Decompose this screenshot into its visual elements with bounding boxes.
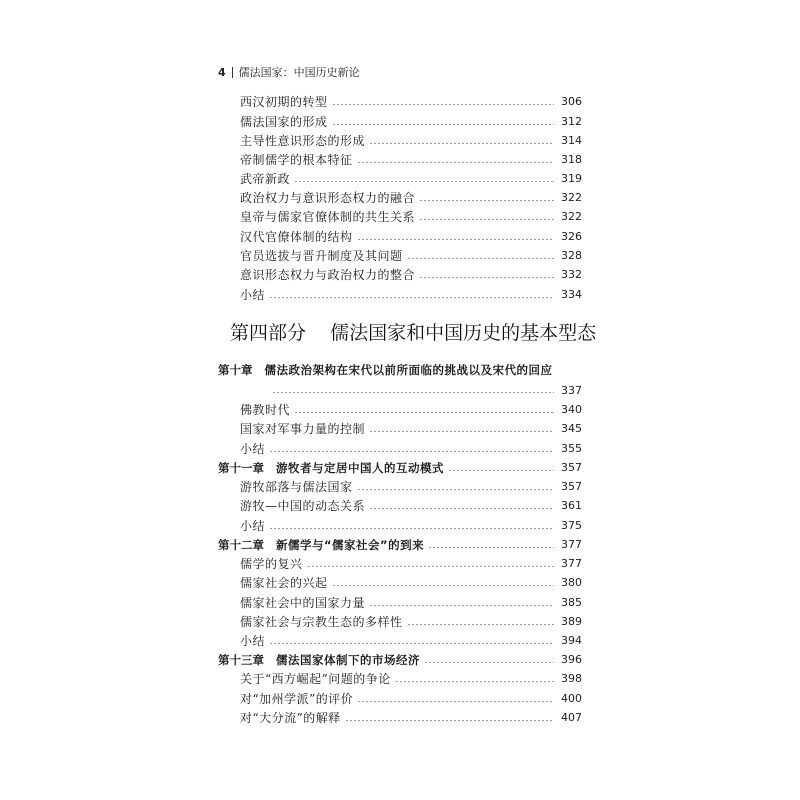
toc-title: 官员选拔与晋升制度及其问题 <box>240 249 403 263</box>
toc-title: 儒家社会的兴起 <box>240 576 328 590</box>
toc-title: 国家对军事力量的控制 <box>240 422 366 436</box>
toc-page: 306 <box>561 95 582 108</box>
part-heading <box>230 318 596 345</box>
part-number: 第四部分 <box>230 322 307 344</box>
toc-page: 328 <box>561 249 582 262</box>
toc-title: 游牧—中国的动态关系 <box>240 499 366 513</box>
toc-page: 357 <box>561 480 582 493</box>
toc-entry <box>240 207 582 227</box>
toc-entry <box>240 477 582 497</box>
toc-title: 主导性意识形态的形成 <box>240 134 366 148</box>
toc-entry <box>240 689 582 709</box>
leader-dots <box>294 412 554 413</box>
leader-dots <box>369 605 554 606</box>
toc-entry <box>240 496 582 516</box>
toc-page: 357 <box>561 461 582 474</box>
chapter-number: 第十二章 <box>218 538 264 552</box>
toc-entry <box>240 516 582 536</box>
leader-dots <box>419 277 554 278</box>
book-title: 儒法国家：中国历史新论 <box>238 66 360 79</box>
toc-page: 322 <box>561 210 582 223</box>
toc-entry <box>240 573 582 593</box>
toc-entry <box>240 227 582 247</box>
toc-title: 小结 <box>240 634 266 648</box>
leader-dots <box>407 258 554 259</box>
toc-page: 314 <box>561 134 582 147</box>
leader-dots <box>428 547 554 548</box>
toc-page: 319 <box>561 172 582 185</box>
toc-chapter-entry <box>218 535 582 555</box>
chapter-10-continuation <box>272 380 582 400</box>
leader-dots <box>269 643 554 644</box>
leader-dots <box>369 508 554 509</box>
toc-title: 皇帝与儒家官僚体制的共生关系 <box>240 210 416 224</box>
toc-entry <box>240 150 582 170</box>
leader-dots <box>269 528 554 529</box>
toc-chapter-entry <box>218 650 582 670</box>
leader-dots <box>424 662 554 663</box>
toc-page: 322 <box>561 191 582 204</box>
leader-dots <box>357 239 554 240</box>
leader-dots <box>357 701 554 702</box>
leader-dots <box>448 470 554 471</box>
toc-page: 394 <box>561 634 582 647</box>
page-number: 4 <box>218 65 226 79</box>
chapter-number: 第十一章 <box>218 461 264 475</box>
toc-entry <box>240 112 582 132</box>
toc-page: 377 <box>561 557 582 570</box>
toc-title: 武帝新政 <box>240 172 291 186</box>
toc-entry <box>240 400 582 420</box>
leader-dots <box>419 200 554 201</box>
leader-dots <box>357 489 554 490</box>
toc-title: 儒家社会与宗教生态的多样性 <box>240 615 403 629</box>
toc-page: 361 <box>561 499 582 512</box>
toc-page: 326 <box>561 230 582 243</box>
toc-title: 帝制儒学的根本特征 <box>240 153 353 167</box>
chapter-number: 第十三章 <box>218 653 264 667</box>
leader-dots <box>294 181 554 182</box>
leader-dots <box>332 124 554 125</box>
toc-chapter-entry <box>218 360 582 380</box>
toc-entry <box>240 593 582 613</box>
leader-dots <box>369 431 554 432</box>
leader-dots <box>269 451 554 452</box>
toc-entry <box>240 439 582 459</box>
toc-page: 398 <box>561 672 582 685</box>
toc-title: 对“大分流”的解释 <box>240 711 341 725</box>
toc-page: 337 <box>561 383 582 397</box>
toc-entry <box>240 246 582 266</box>
toc-title: 儒法国家体制下的市场经济 <box>276 653 420 667</box>
toc-page: 389 <box>561 615 582 628</box>
toc-page: 396 <box>561 653 582 666</box>
toc-entry <box>240 669 582 689</box>
leader-dots <box>332 585 554 586</box>
toc-title: 政治权力与意识形态权力的融合 <box>240 191 416 205</box>
toc-title: 儒法政治架构在宋代以前所面临的挑战以及宋代的回应 <box>264 363 553 377</box>
leader-dots <box>345 720 554 721</box>
toc-page: 407 <box>561 711 582 724</box>
toc-entry <box>240 631 582 651</box>
leader-dots <box>269 297 554 298</box>
leader-dots <box>332 104 554 105</box>
toc-title: 佛教时代 <box>240 403 291 417</box>
leader-dots <box>407 624 554 625</box>
toc-page: 380 <box>561 576 582 589</box>
toc-title: 关于“西方崛起”问题的争论 <box>240 672 391 686</box>
leader-dots <box>369 143 554 144</box>
toc-title: 儒学的复兴 <box>240 557 303 571</box>
toc-entry <box>240 419 582 439</box>
toc-page: 318 <box>561 153 582 166</box>
toc-page: 334 <box>561 288 582 301</box>
toc-page: 312 <box>561 115 582 128</box>
toc-page: 375 <box>561 519 582 532</box>
leader-dots <box>357 162 554 163</box>
toc-entry <box>240 554 582 574</box>
toc-title: 西汉初期的转型 <box>240 95 328 109</box>
toc-title: 意识形态权力与政治权力的整合 <box>240 268 416 282</box>
toc-title: 小结 <box>240 519 266 533</box>
toc-page: 385 <box>561 596 582 609</box>
toc-entry <box>240 169 582 189</box>
toc-page: 355 <box>561 442 582 455</box>
toc-page: 400 <box>561 692 582 705</box>
toc-page: 340 <box>561 403 582 416</box>
toc-chapter-entry <box>218 458 582 478</box>
toc-page: 345 <box>561 422 582 435</box>
toc-title: 游牧部落与儒法国家 <box>240 480 353 494</box>
toc-page: 377 <box>561 538 582 551</box>
toc-title: 新儒学与“儒家社会”的到来 <box>276 538 425 552</box>
chapter-number: 第十章 <box>218 363 253 377</box>
toc-entry <box>240 265 582 285</box>
toc-page: 332 <box>561 268 582 281</box>
toc-entry <box>240 285 582 305</box>
toc-title: 游牧者与定居中国人的互动模式 <box>276 461 444 475</box>
toc-title: 汉代官僚体制的结构 <box>240 230 353 244</box>
toc-entry <box>240 708 582 728</box>
toc-title: 儒法国家的形成 <box>240 115 328 129</box>
toc-title: 小结 <box>240 442 266 456</box>
part-title: 儒法国家和中国历史的基本型态 <box>330 322 597 344</box>
leader-dots <box>419 219 554 220</box>
leader-dots <box>395 681 554 682</box>
toc-entry <box>240 92 582 112</box>
leader-dots <box>272 392 554 393</box>
toc-title: 对“加州学派”的评价 <box>240 692 354 706</box>
toc-title: 儒家社会中的国家力量 <box>240 596 366 610</box>
toc-entry <box>240 612 582 632</box>
toc-title: 小结 <box>240 288 266 302</box>
leader-dots <box>307 566 554 567</box>
toc-entry <box>240 131 582 151</box>
toc-entry <box>240 188 582 208</box>
